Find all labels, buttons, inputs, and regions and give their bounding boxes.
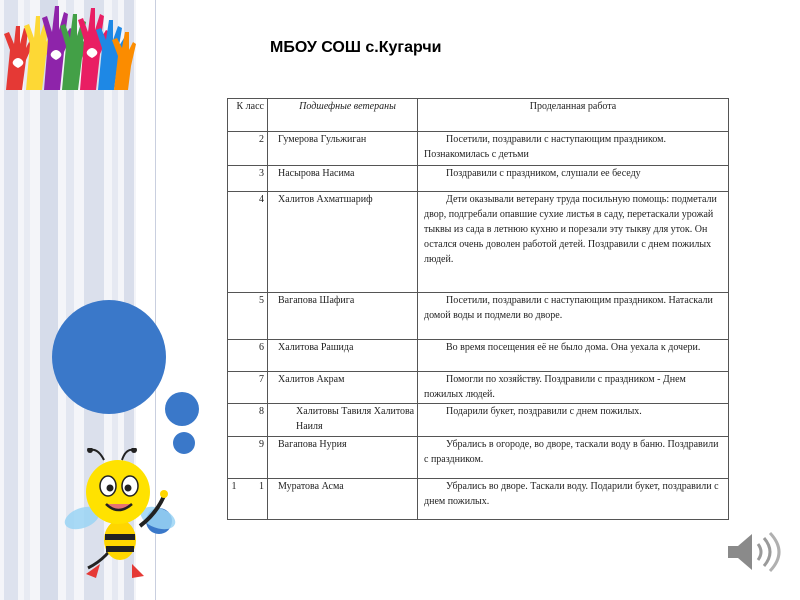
hands-up-icon	[0, 0, 136, 92]
veteran-cell: Вагапова Шафига	[268, 293, 418, 340]
header-class: К ласс	[228, 99, 268, 132]
table-row	[228, 132, 729, 166]
table-row	[228, 372, 729, 404]
class-cell: 2	[228, 132, 268, 166]
veterans-work-table	[227, 98, 729, 520]
veteran-name: Халитовы Тавиля Халитова Наиля	[296, 406, 415, 432]
class-cell: 8	[228, 404, 268, 437]
speaker-icon[interactable]	[724, 530, 784, 574]
bee-mascot-icon	[60, 448, 180, 588]
class-cell: 6	[228, 340, 268, 372]
work-cell: Дети оказывали ветерану труда посильную помощь: подметали двор, подгребали опавшие сухие листья в саду, перетаскали урожай тыквы из сада в летнюю кухню и порезали эту тыкву для уток. Он остался очень доволен работой детей. Поздравили с днем пожилых людей.	[418, 192, 729, 293]
veteran-cell: Халитова Рашида	[268, 340, 418, 372]
veteran-cell: Халитов Акрам	[268, 372, 418, 404]
decor-circle-large	[52, 300, 166, 414]
work-cell: Посетили, поздравили с наступающим праздником. Познакомилась с детьми	[418, 132, 729, 166]
table-row	[228, 192, 729, 293]
table-row	[228, 404, 729, 437]
table-header-row	[228, 99, 729, 132]
class-cell: 9	[228, 437, 268, 479]
work-cell: Подарили букет, поздравили с днем пожилых.	[418, 404, 729, 437]
page-title: МБОУ СОШ с.Кугарчи	[270, 39, 442, 56]
table-row	[228, 479, 729, 520]
table-row	[228, 166, 729, 192]
header-veterans: Подшефные ветераны	[268, 99, 418, 132]
veteran-cell	[268, 404, 418, 437]
veteran-cell: Насырова Насима	[268, 166, 418, 192]
work-cell: Убрались в огороде, во дворе, таскали воду в баню. Поздравили с праздником.	[418, 437, 729, 479]
work-cell: Посетили, поздравили с наступающим праздником. Натаскали домой воды и подмели во дворе.	[418, 293, 729, 340]
class-cell: 1 1	[228, 479, 268, 520]
class-cell: 5	[228, 293, 268, 340]
class-cell: 3	[228, 166, 268, 192]
veteran-cell: Муратова Асма	[268, 479, 418, 520]
table-row	[228, 437, 729, 479]
header-work: Проделанная работа	[418, 99, 729, 132]
work-cell: Во время посещения её не было дома. Она уехала к дочери.	[418, 340, 729, 372]
decor-circle-medium	[165, 392, 199, 426]
work-cell: Убрались во дворе. Таскали воду. Подарили букет, поздравили с днем пожилых.	[418, 479, 729, 520]
work-cell: Помогли по хозяйству. Поздравили с праздником - Днем пожилых людей.	[418, 372, 729, 404]
veteran-cell: Халитов Ахматшариф	[268, 192, 418, 293]
class-cell: 7	[228, 372, 268, 404]
table-row	[228, 340, 729, 372]
veteran-cell: Гумерова Гульжиган	[268, 132, 418, 166]
veteran-cell: Вагапова Нурия	[268, 437, 418, 479]
table-row	[228, 293, 729, 340]
work-cell: Поздравили с праздником, слушали ее беседу	[418, 166, 729, 192]
class-cell: 4	[228, 192, 268, 293]
